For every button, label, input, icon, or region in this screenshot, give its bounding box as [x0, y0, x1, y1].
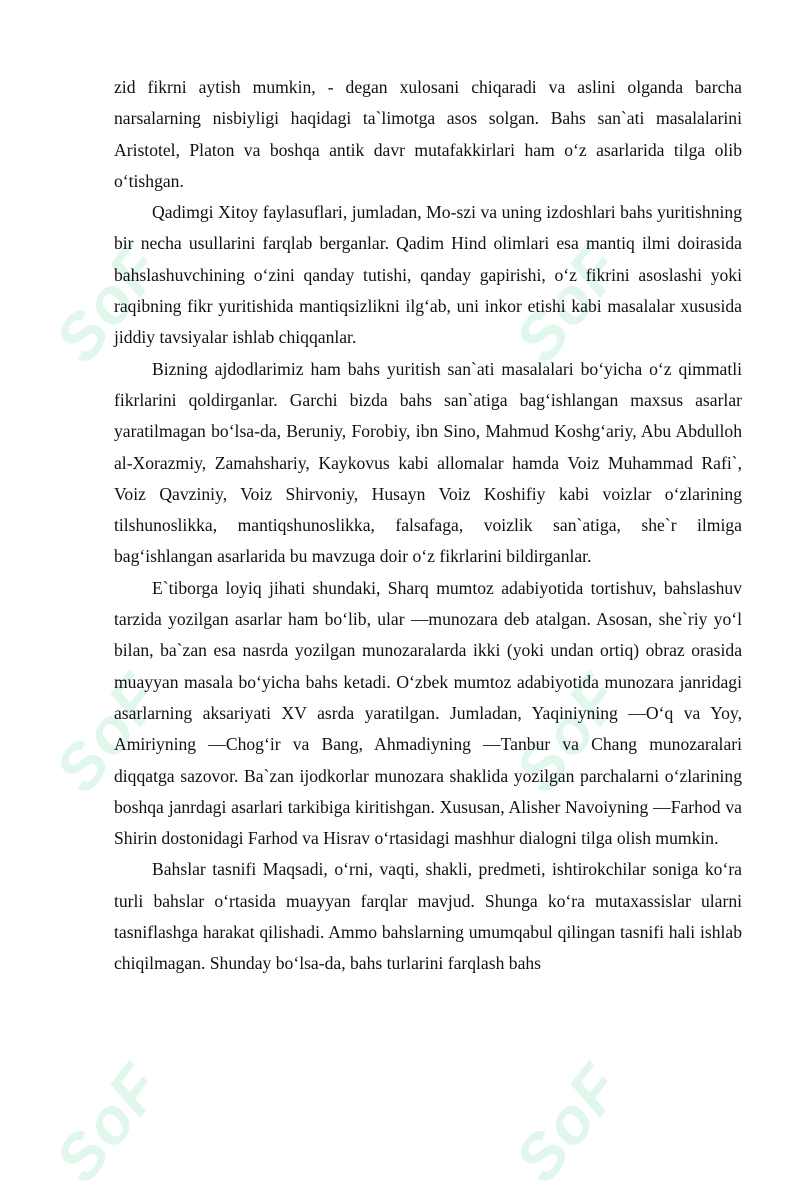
paragraph-4: E`tiborga loyiq jihati shundaki, Sharq mumtoz adabiyotida tortishuv, bahslashuv tarzida yozilgan asarlar ham bo‘lib, ular ―munozara deb atalgan. Asosan, she`riy yo‘l bilan, ba`zan esa nasrda yozilgan munozaralarda ikki (yoki undan ortiq) obraz orasida muayyan masala bo‘yicha bahs ketadi. O‘zbek mumtoz adabiyotida munozara janridagi asarlarning aksariyati XV asrda yaratilgan. Jumladan, Yaqiniyning ―O‘q va Yoy, Amiriyning ―Chog‘ir va Bang, Ahmadiyning ―Tanbur va Chang munozaralari diqqatga sazovor. Ba`zan ijodkorlar munozara shaklida yozilgan parchalarni o‘zlarining boshqa janrdagi asarlari tarkibiga kiritishgan. Xususan, Alisher Navoiyning ―Farhod va Shirin dostonidagi Farhod va Hisrav o‘rtasidagi mashhur dialogni tilga olish mumkin.: [114, 577, 742, 849]
paragraph-1: zid fikrni aytish mumkin, - degan xulosani chiqaradi va aslini olganda barcha narsalarning nisbiyligi haqidagi ta`limotga asos solgan. Bahs san`ati masalalarini Aristotel, Platon va boshqa antik davr mutafakkirlari ham o‘z asarlarida tilga olib o‘tishgan.: [114, 77, 742, 191]
watermark-logo: SoF: [40, 1050, 176, 1195]
watermark-logo: SoF: [500, 230, 636, 375]
watermark-logo: SoF: [500, 1050, 636, 1195]
watermark-logo: SoF: [40, 230, 176, 375]
paragraph-2: Qadimgi Xitoy faylasuflari, jumladan, Mo-szi va uning izdoshlari bahs yuritishning bir necha usullarini farqlab berganlar. Qadim Hind olimlari esa mantiq ilmi doirasida bahslashuvchining o‘zini qanday tutishi, qanday gapirishi, o‘z fikrini asoslashi yoki raqibning fikr yuritishida mantiqsizlikni ilg‘ab, uni inkor etishi kabi masalalar xususida jiddiy tavsiyalar ishlab chiqqanlar.: [114, 202, 742, 348]
watermark-logo: SoF: [500, 660, 636, 805]
paragraph-3: Bizning ajdodlarimiz ham bahs yuritish san`ati masalalari bo‘yicha o‘z qimmatli fikrlarini qoldirganlar. Garchi bizda bahs san`atiga bag‘ishlangan maxsus asarlar yaratilmagan bo‘lsa-da, Beruniy, Forobiy, ibn Sino, Mahmud Koshg‘ariy, Abu Abdulloh al-Xorazmiy, Zamahshariy, Kaykovus kabi allomalar hamda Voiz Muhammad Rafi`, Voiz Qavziniy, Voiz Shirvoniy, Husayn Voiz Koshifiy kabi voizlar o‘zlarining tilshunoslikka, mantiqshunoslikka, falsafaga, voizlik san`atiga, she`r ilmiga bag‘ishlangan asarlarida bu mavzuga doir o‘z fikrlarini bildirganlar.: [114, 358, 742, 567]
watermark-logo: SoF: [40, 660, 176, 805]
paragraph-5: Bahslar tasnifi Maqsadi, o‘rni, vaqti, shakli, predmeti, ishtirokchilar soniga ko‘ra turli bahslar o‘rtasida muayyan farqlar mavjud. Shunga ko‘ra mutaxassislar ularni tasniflashga harakat qilishadi. Ammo bahslarning umumqabul qilingan tasnifi hali ishlab chiqilmagan. Shunday bo‘lsa-da, bahs turlarini farqlash bahs: [114, 859, 742, 974]
document-page: [114, 72, 742, 980]
